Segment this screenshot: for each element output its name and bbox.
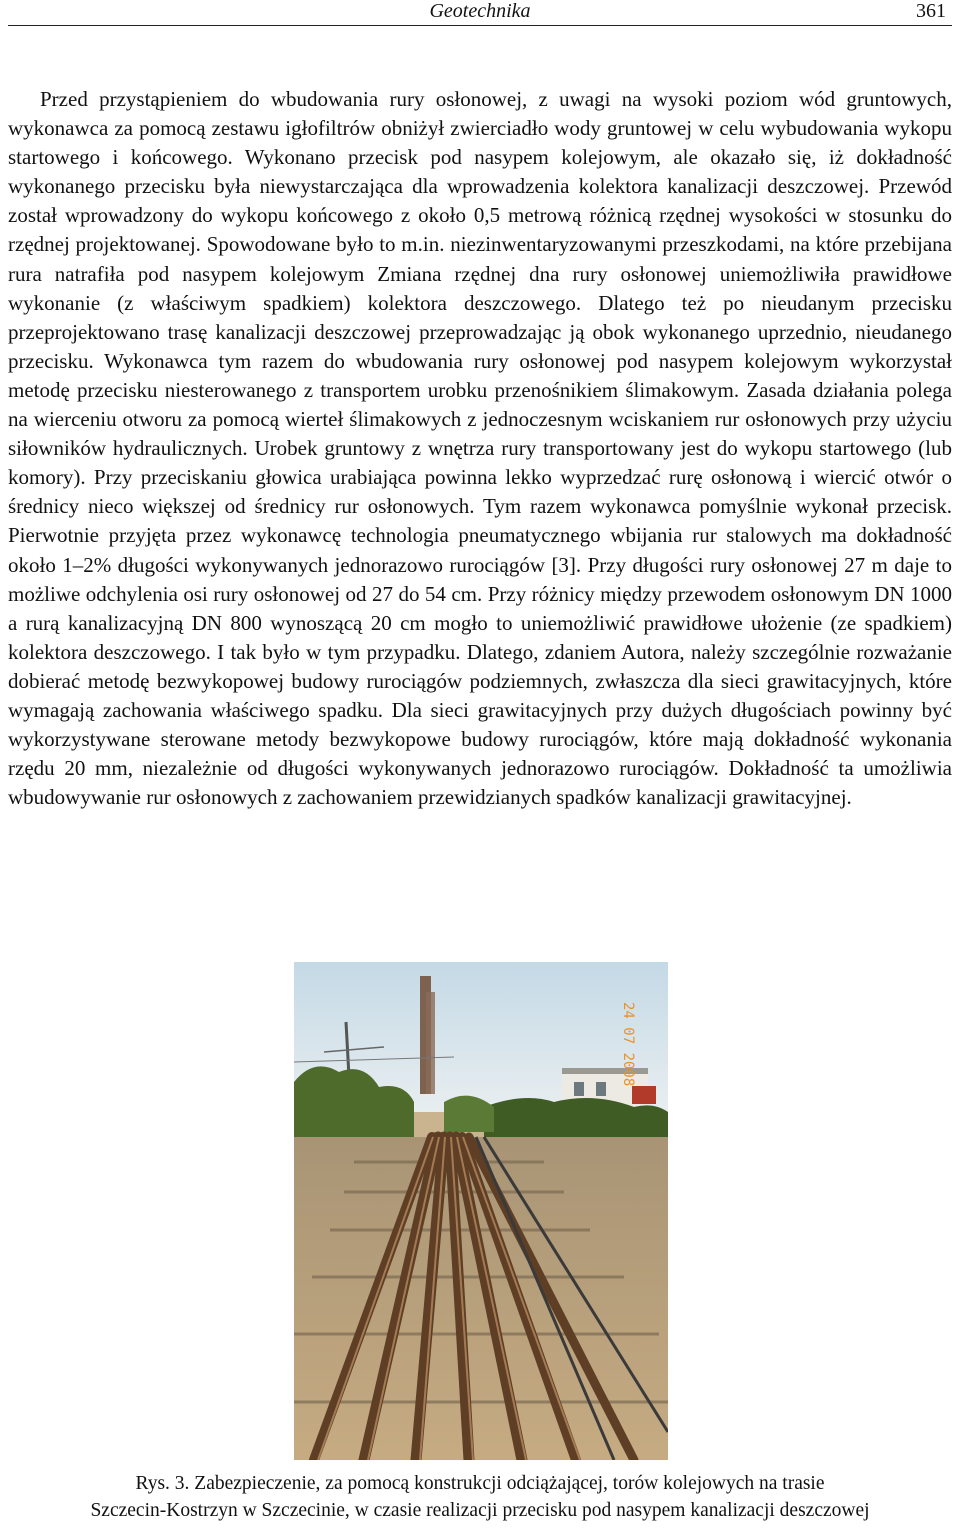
caption-line-2: Szczecin-Kostrzyn w Szczecinie, w czasie realizacji przecisku pod nasypem kanalizacji deszczowej <box>90 1500 870 1521</box>
figure-caption <box>0 1470 960 1524</box>
caption-line-1: Rys. 3. Zabezpieczenie, za pomocą konstrukcji odciążającej, torów kolejowych na trasie <box>135 1473 825 1494</box>
page-number: 361 <box>916 0 946 22</box>
chimney-right <box>426 992 435 1094</box>
figure-photo <box>294 962 668 1460</box>
body-paragraph: Przed przystąpieniem do wbudowania rury osłonowej, z uwagi na wysoki poziom wód gruntowych, wykonawca za pomocą zestawu igłofiltrów obniżył zwierciadło wody gruntowej w celu wybudowania wykopu startowego i końcowego. Wykonano przecisk pod nasypem kolejowym, ale okazało się, iż dokładność wykonanego przecisku była niewystarczająca dla wprowadzenia kolektora kanalizacji deszczowej. Przewód został wprowadzony do wykopu końcowego z około 0,5 metrową różnicą rzędnej wysokości w stosunku do rzędnej projektowanej. Spowodowane było to m.in. niezinwentaryzowanymi przeszkodami, na które przebijana rura natrafiła pod nasypem kolejowym Zmiana rzędnej dna rury osłonowej uniemożliwiła prawidłowe wykonanie (z właściwym spadkiem) kolektora deszczowego. Dlatego też po nieudanym przecisku przeprojektowano trasę kanalizacji deszczowej przeprowadzając ją obok wykonanego uprzednio, nieudanego przecisku. Wykonawca tym razem do wbudowania rury osłonowej pod nasypem kolejowym wykorzystał metodę przecisku niesterowanego z transportem urobku przenośnikiem ślimakowym. Zasada działania polega na wierceniu otworu za pomocą wierteł ślimakowych z jednoczesnym wciskaniem rur osłonowych przy użyciu siłowników hydraulicznych. Urobek gruntowy z wnętrza rury transportowany jest do wykopu startowego (lub komory). Przy przeciskaniu głowica urabiająca powinna lekko wyprzedzać rurę osłonową i wiercić otwór o średnicy nieco większej od średnicy rur osłonowych. Tym razem wykonawca pomyślnie wykonał przecisk. Pierwotnie przyjęta przez wykonawcę technologia pneumatycznego wbijania rur stalowych ma dokładność około 1–2% długości wykonywanych jednorazowo rurociągów [3]. Przy długości rury osłonowej 27 m daje to możliwe odchylenia osi rury osłonowej od 27 do 54 cm. Przy różnicy między przewodem osłonowym DN 1000 a rurą kanalizacyjną DN 800 wynoszącą 20 cm mogło to uniemożliwić prawidłowe ułożenie (ze spadkiem) kolektora deszczowego. I tak było w tym przypadku. Dlatego, zdaniem Autora, należy szczególnie rozważanie dobierać metodę bezwykopowej budowy rurociągów podziemnych, zwłaszcza dla sieci grawitacyjnych, które wymagają zachowania właściwego spadku. Dla sieci grawitacyjnych przy dużych długościach powinny być wykorzystywane sterowane metody bezwykopowe budowy rurociągów, które mają dokładność wykonania rzędu 20 mm, niezależnie od długości wykonywanych jednorazowo rurociągów. Dokładność ta umożliwia wbudowywanie rur osłonowych z zachowaniem przewidzianych spadków kanalizacji grawitacyjnej. <box>8 87 952 810</box>
railway-photo-illustration <box>294 962 668 1460</box>
date-stamp: 24 07 2008 <box>620 1002 636 1087</box>
running-header <box>0 0 960 24</box>
body-text <box>8 85 952 812</box>
header-rule <box>8 25 952 26</box>
journal-title: Geotechnika <box>429 0 531 22</box>
